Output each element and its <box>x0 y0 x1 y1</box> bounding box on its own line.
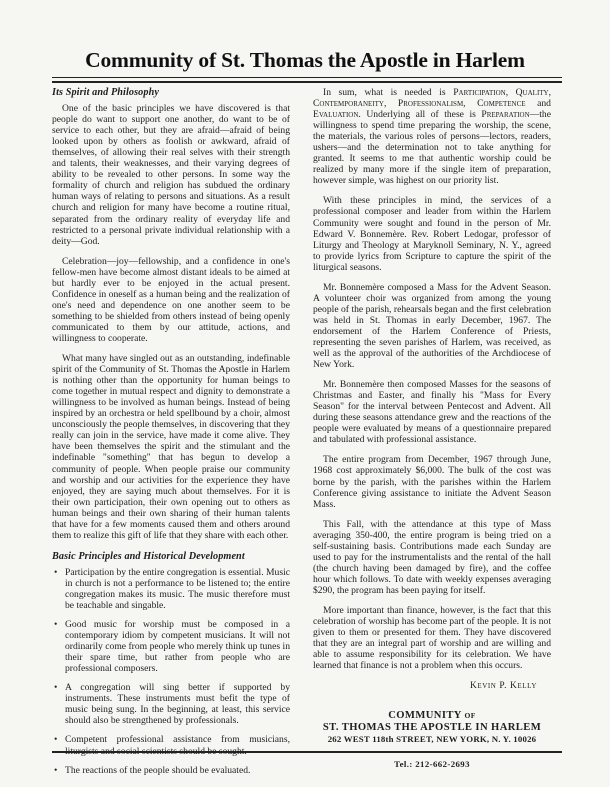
bullet-icon: • <box>54 566 58 578</box>
list-item <box>52 734 290 756</box>
community-word: COMMUNITY <box>388 710 462 722</box>
list-item <box>52 765 290 776</box>
body-paragraph: Celebration—joy—fellowship, and a confidence in one's fellow-men have become almost distant ideals to be aimed at but hardly ever to be enjoyed in the actual present. Confidence in oneself as a human being and the realization of one's need and dependence on one another seem to be something to be shielded from others instead of being openly communicated to them by our attitude, actions, and willingness to cooperate. <box>52 255 290 344</box>
principles-list <box>52 567 290 776</box>
summary-and: and <box>525 98 551 110</box>
body-paragraph: What many have singled out as an outstanding, indefinable spirit of the Community of St. Thomas the Apostle in Harlem is nothing other than the opportunity for human beings to come together in mutual respect and dignity to demonstrate a willingness to be involved as human beings. Instead of being inspired by an orchestra or held spellbound by a choir, almost unconsciously the people themselves, in discovering that they really can join in the service, have made it come alive. They have been themselves the spirit and the stimulant and the indefinable "something" that has begun to develop a community of people. When people praise our community and worship and our activities for the experience they have enjoyed, they are saying much about themselves. For it is their own participation, their own opening out to others as human beings and their own sharing of their human talents that have for a few moments caused them and others around them to realize this gift of life that they share with each other. <box>52 353 290 541</box>
bullet-icon: • <box>54 764 58 776</box>
summary-evaluation: Evaluation <box>313 109 359 121</box>
summary-preparation: Preparation <box>481 109 530 121</box>
summary-qualities: Participation, Quality, Contemporaneity, Professionalism, Competence <box>313 87 552 110</box>
page-title: Community of St. Thomas the Apostle in Harlem <box>85 48 525 72</box>
body-paragraph: Mr. Bonnemère composed a Mass for the Advent Season. A volunteer choir was organized from among the young people of the parish, rehearsals began and the first celebration was held in St. Thomas in early December, 1967. The endorsement of the Harlem Conference of Priests, representing the seven parishes of Harlem, was received, as well as the approval of the authorities of the Archdiocese of New York. <box>313 281 551 371</box>
bullet-icon: • <box>54 619 58 631</box>
bullet-icon: • <box>54 734 58 746</box>
bullet-icon: • <box>54 682 58 694</box>
bottom-rule <box>52 751 562 753</box>
summary-rest: —the willingness to spend time preparing the worship, the scene, the materials, the various roles of persons—lectors, readers, ushers—and the determination not to take anything for granted. It seems to me that authentic worship could be realized by many more if the single item of preparation, however simple, was highest on our priority list. <box>313 109 551 187</box>
right-column <box>313 87 551 770</box>
list-item <box>52 567 290 611</box>
author-signature: Kevin P. Kelly <box>469 681 537 692</box>
body-paragraph: Mr. Bonnemère then composed Masses for the seasons of Christmas and Easter, and finally his "Mass for Every Season" for the interval between Pentecost and Advent. All during these seasons attendance grew and the reactions of the people were evaluated by means of a questionnaire prepared and tabulated with professional assistance. <box>313 379 551 446</box>
left-column <box>52 87 290 784</box>
summary-paragraph <box>313 87 551 186</box>
section-heading-spirit: Its Spirit and Philosophy <box>52 87 159 98</box>
body-paragraph: This Fall, with the attendance at this type of Mass averaging 350-400, the entire program is being tried on a self-sustaining basis. Contributions made each Sunday are used to pay for the instrumentalists and the rental of the hall (the church having been damaged by fire), and the coffee hour which follows. To date with weekly expenses averaging $290, the program has been paying for itself. <box>313 518 551 596</box>
address-telephone: Tel.: 212-662-2693 <box>394 759 470 770</box>
address-block <box>313 710 551 770</box>
list-item-text: A congregation will sing better if supported by instruments. These instruments must befit the type of music being sung. In the beginning, at least, this service should also be strengthened by professionals. <box>65 682 290 727</box>
list-item <box>52 619 290 674</box>
body-paragraph: With these principles in mind, the services of a professional composer and leader from within the Harlem Community were sought and found in the person of Mr. Edward V. Bonnemère. Rev. Robert Ledogar, professor of Liturgy and Theology at Maryknoll Seminary, N. Y., agreed to provide lyrics from Scripture to capture the spirit of the liturgical seasons. <box>313 195 551 273</box>
list-item <box>52 682 290 726</box>
list-item-text: Participation by the entire congregation is essential. Music in church is not a performance to be listened to; the entire congregation makes its music. The music therefore must be teachable and singable. <box>65 566 290 612</box>
list-item-text: Competent professional assistance from musicians, liturgists and social scientists should be sought. <box>65 734 290 757</box>
address-parish: ST. THOMAS THE APOSTLE IN HARLEM <box>322 722 542 734</box>
body-paragraph: The entire program from December, 1967 through June, 1968 cost approximately $6,000. The bulk of the cost was borne by the parish, with the parishes within the Harlem Conference giving assistance to initiate the Advent Season Mass. <box>313 454 551 510</box>
summary-mid: . Underlying all of these is <box>358 109 482 121</box>
address-community <box>313 710 551 721</box>
of-word: OF <box>464 711 476 721</box>
address-street: 262 WEST 118th STREET, NEW YORK, N. Y. 10026 <box>327 734 537 745</box>
summary-intro: In sum, what is needed is <box>323 87 454 98</box>
body-paragraph: More important than finance, however, is the fact that this celebration of worship has become part of the people. It is not given to them or presented for them. They have discovered that they are an integral part of worship and are willing and able to assume responsibility for its celebration. We have learned that finance is not a problem when this occurs. <box>313 604 551 672</box>
list-item-text: The reactions of the people should be evaluated. <box>65 764 251 776</box>
body-paragraph: One of the basic principles we have discovered is that people do want to support one another, do want to be of service to each other, but they are afraid—afraid of being looked upon by others as foolish or awkward, afraid of themselves, of allowing their real selves with their strength and talents, their weaknesses, and their varying degrees of ability to be revealed to other persons. In some way the formality of church and religion has subdued the ordinary human ways of relating to persons and situations. As a result church and religion for many have become a routine ritual, separated from the ordinary reality of everyday life and restricted to a personal private individual relationship with a deity—God. <box>52 103 290 247</box>
title-rule-thin <box>52 77 562 78</box>
section-heading-principles: Basic Principles and Historical Development <box>52 550 245 562</box>
list-item-text: Good music for worship must be composed in a contemporary idiom by competent musicians. It will not ordinarily come from people who merely think up tunes in their spare time, but rather from people who are professional composers. <box>65 619 290 675</box>
title-rule-thick <box>52 81 562 83</box>
